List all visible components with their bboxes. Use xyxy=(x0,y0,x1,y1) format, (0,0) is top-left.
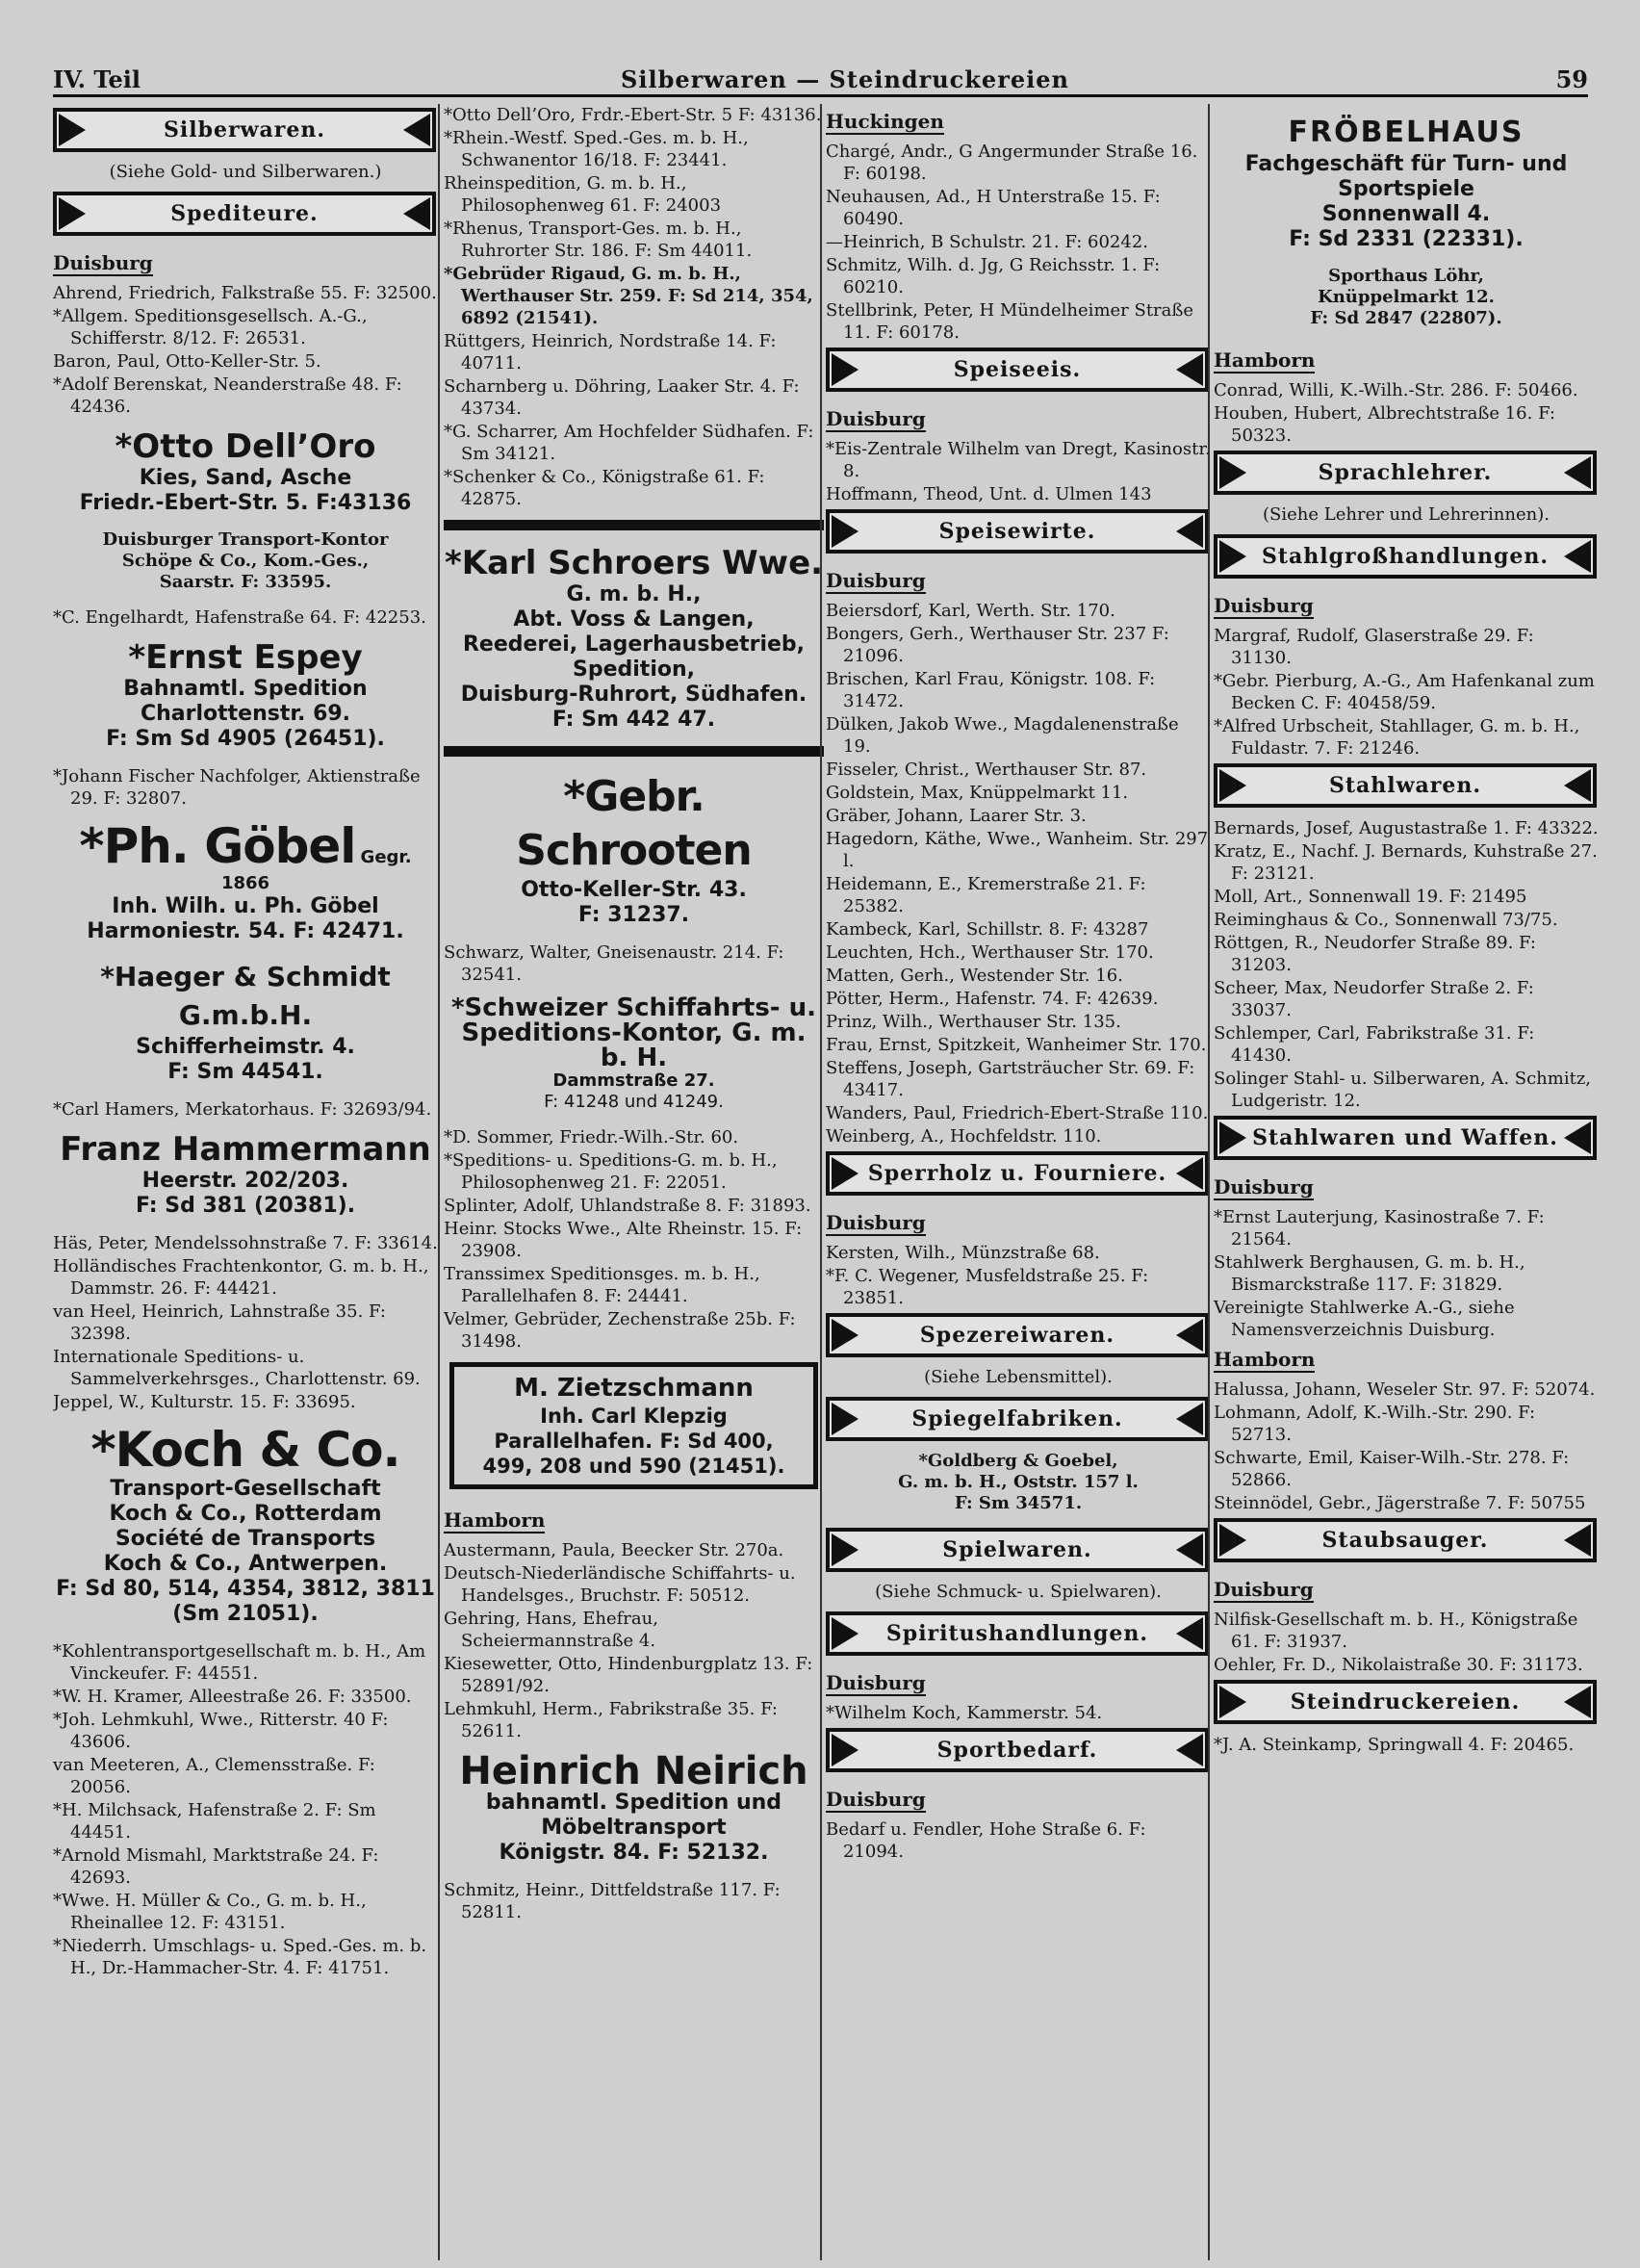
list-item: Scheer, Max, Neudorfer Straße 2. F: 33037. xyxy=(1214,978,1534,1020)
bowtie-ornament-icon xyxy=(832,1157,858,1190)
advertisement: Duisburger Transport-Kontor Schöpe & Co., Kom.-Ges., Saarstr. F: 33595. xyxy=(102,529,389,592)
list-item: Fisseler, Christ., Werthauser Str. 87. xyxy=(826,760,1147,780)
list-item: Splinter, Adolf, Uhlandstraße 8. F: 31893. xyxy=(444,1196,811,1216)
list-item: Bernards, Josef, Augustastraße 1. F: 43322. xyxy=(1214,818,1599,838)
list-item: Neuhausen, Ad., H Unterstraße 15. F: 60490. xyxy=(826,187,1161,229)
section-banner-stahlwaren-waffen: Stahlwaren und Waffen. xyxy=(1214,1116,1597,1160)
list-item: Baron, Paul, Otto-Keller-Str. 5. xyxy=(53,351,321,372)
column-2 xyxy=(438,104,824,2260)
list-item: Rheinspedition, G. m. b. H., Philosophenweg 61. F: 24003 xyxy=(444,173,722,216)
city-heading: Duisburg xyxy=(826,407,926,430)
list-item: Kersten, Wilh., Münzstraße 68. xyxy=(826,1243,1100,1263)
list-item: Leuchten, Hch., Werthauser Str. 170. xyxy=(826,942,1154,963)
list-item: Conrad, Willi, K.-Wilh.-Str. 286. F: 50466. xyxy=(1214,380,1578,400)
list-item: Heinr. Stocks Wwe., Alte Rheinstr. 15. F: 23908. xyxy=(444,1219,803,1261)
list-item: *H. Milchsack, Hafenstraße 2. F: Sm 44451. xyxy=(53,1800,376,1843)
list-item: Steffens, Joseph, Gartsträucher Str. 69. F: 43417. xyxy=(826,1058,1195,1100)
city-heading: Duisburg xyxy=(1214,1578,1314,1601)
list-item: *Arnold Mismahl, Marktstraße 24. F: 42693. xyxy=(53,1845,379,1888)
section-banner-speiseeis: Speiseeis. xyxy=(826,348,1209,392)
section-banner-staubsauger: Staubsauger. xyxy=(1214,1518,1597,1562)
section-banner-spediteure: Spediteure. xyxy=(53,192,436,236)
list-item: *Rhein.-Westf. Sped.-Ges. m. b. H., Schwanentor 16/18. F: 23441. xyxy=(444,128,749,170)
list-item: *Johann Fischer Nachfolger, Aktienstraße 29. F: 32807. xyxy=(53,766,421,809)
cross-reference: (Siehe Schmuck- u. Spielwaren). xyxy=(875,1582,1162,1602)
section-banner-spiritus: Spiritushandlungen. xyxy=(826,1611,1209,1656)
bowtie-ornament-icon xyxy=(1564,769,1591,802)
list-item: *D. Sommer, Friedr.-Wilh.-Str. 60. xyxy=(444,1127,739,1147)
bowtie-ornament-icon xyxy=(59,114,86,146)
city-heading: Duisburg xyxy=(826,1211,926,1234)
list-item: Margraf, Rudolf, Glaserstraße 29. F: 31130. xyxy=(1214,626,1534,668)
bowtie-ornament-icon xyxy=(1176,515,1203,548)
list-item: Röttgen, R., Neudorfer Straße 89. F: 31203. xyxy=(1214,933,1536,975)
bowtie-ornament-icon xyxy=(1564,540,1591,573)
list-item: Beiersdorf, Karl, Werth. Str. 170. xyxy=(826,601,1115,621)
list-item: Kratz, E., Nachf. J. Bernards, Kuhstraße 27. F: 23121. xyxy=(1214,841,1598,884)
city-heading: Duisburg xyxy=(826,1671,926,1694)
list-item: van Heel, Heinrich, Lahnstraße 35. F: 32398. xyxy=(53,1302,386,1344)
list-item: Weinberg, A., Hochfeldstr. 110. xyxy=(826,1126,1102,1147)
list-item: Hoffmann, Theod, Unt. d. Ulmen 143 xyxy=(826,484,1152,504)
advertisement: *Goldberg & Goebel, G. m. b. H., Oststr. 157 l. F: Sm 34571. xyxy=(898,1451,1139,1513)
bowtie-ornament-icon xyxy=(1176,353,1203,386)
list-item: Gräber, Johann, Laarer Str. 3. xyxy=(826,806,1087,826)
bowtie-ornament-icon xyxy=(832,1617,858,1650)
list-item: *Gebrüder Rigaud, G. m. b. H., Werthauser Str. 259. F: Sd 214, 354, 6892 (21541). xyxy=(444,264,813,328)
list-item: Internationale Speditions- u. Sammelverkehrsges., Charlottenstr. 69. xyxy=(53,1347,421,1389)
list-item: Schwarz, Walter, Gneisenaustr. 214. F: 32541. xyxy=(444,942,784,985)
list-item: Kiesewetter, Otto, Hindenburgplatz 13. F: 52891/92. xyxy=(444,1654,813,1696)
list-item: —Heinrich, B Schulstr. 21. F: 60242. xyxy=(826,232,1148,252)
advertisement: Heinrich Neirich bahnamtl. Spedition und Möbeltransport Königstr. 84. F: 52132. xyxy=(459,1749,808,1865)
list-item: *Alfred Urbscheit, Stahllager, G. m. b. H., Fuldastr. 7. F: 21246. xyxy=(1214,716,1580,759)
list-item: Jeppel, W., Kulturstr. 15. F: 33695. xyxy=(53,1392,356,1412)
section-banner-speisewirte: Speisewirte. xyxy=(826,509,1209,554)
page-number: 59 xyxy=(1555,65,1588,93)
list-item: Scharnberg u. Döhring, Laaker Str. 4. F: 43734. xyxy=(444,376,800,419)
divider xyxy=(444,746,824,757)
bowtie-ornament-icon xyxy=(832,1319,858,1352)
list-item: Wanders, Paul, Friedrich-Ebert-Straße 110. xyxy=(826,1103,1209,1123)
list-item: *Niederrh. Umschlags- u. Sped.-Ges. m. b. H., Dr.-Hammacher-Str. 4. F: 41751. xyxy=(53,1936,427,1978)
advertisement: *Ernst Espey Bahnamtl. Spedition Charlottenstr. 69. F: Sm Sd 4905 (26451). xyxy=(106,638,385,751)
list-item: Solinger Stahl- u. Silberwaren, A. Schmitz, Ludgeristr. 12. xyxy=(1214,1069,1592,1111)
list-item: Dülken, Jakob Wwe., Magdalenenstraße 19. xyxy=(826,714,1179,757)
page-header xyxy=(53,65,1588,97)
city-heading: Hamborn xyxy=(1214,1348,1316,1371)
list-item: *Eis-Zentrale Wilhelm van Dregt, Kasinostr. 8. xyxy=(826,439,1211,481)
city-heading: Hamborn xyxy=(1214,348,1316,372)
list-item: Reiminghaus & Co., Sonnenwall 73/75. xyxy=(1214,910,1558,930)
bowtie-ornament-icon xyxy=(1219,456,1246,489)
list-item: *G. Scharrer, Am Hochfelder Südhafen. F: Sm 34121. xyxy=(444,422,814,464)
list-item: *F. C. Wegener, Musfeldstraße 25. F: 23851. xyxy=(826,1266,1149,1308)
list-item: *Rhenus, Transport-Ges. m. b. H., Ruhrorter Str. 186. F: Sm 44011. xyxy=(444,219,753,261)
list-item: *W. H. Kramer, Alleestraße 26. F: 33500. xyxy=(53,1687,412,1707)
list-item: Schmitz, Wilh. d. Jg, G Reichsstr. 1. F: 60210. xyxy=(826,255,1161,297)
section-banner-sportbedarf: Sportbedarf. xyxy=(826,1728,1209,1772)
column-3 xyxy=(820,104,1211,2260)
cross-reference: (Siehe Lehrer und Lehrerinnen). xyxy=(1263,504,1550,525)
list-item: Bedarf u. Fendler, Hohe Straße 6. F: 21094. xyxy=(826,1819,1146,1862)
divider xyxy=(444,520,824,530)
cross-reference: (Siehe Lebensmittel). xyxy=(924,1367,1113,1387)
bowtie-ornament-icon xyxy=(1176,1533,1203,1566)
section-banner-stahlwaren: Stahlwaren. xyxy=(1214,763,1597,808)
bowtie-ornament-icon xyxy=(1219,1121,1246,1154)
list-item: *Wwe. H. Müller & Co., G. m. b. H., Rheinallee 12. F: 43151. xyxy=(53,1891,367,1933)
list-item: Austermann, Paula, Beecker Str. 270a. xyxy=(444,1540,784,1560)
list-item: Brischen, Karl Frau, Königstr. 108. F: 31472. xyxy=(826,669,1156,711)
bowtie-ornament-icon xyxy=(403,114,430,146)
list-item: Häs, Peter, Mendelssohnstraße 7. F: 33614. xyxy=(53,1233,438,1253)
list-item: *Gebr. Pierburg, A.-G., Am Hafenkanal zum Becken C. F: 40458/59. xyxy=(1214,671,1595,713)
bowtie-ornament-icon xyxy=(832,1734,858,1766)
city-heading: Duisburg xyxy=(826,1788,926,1811)
advertisement: *Gebr. Schrooten Otto-Keller-Str. 43. F: 31237. xyxy=(516,772,752,927)
list-item: Holländisches Frachtenkontor, G. m. b. H., Dammstr. 26. F: 44421. xyxy=(53,1256,429,1299)
list-item: Bongers, Gerh., Werthauser Str. 237 F: 21096. xyxy=(826,624,1169,666)
list-item: Hagedorn, Käthe, Wwe., Wanheim. Str. 297 l. xyxy=(826,829,1209,871)
bowtie-ornament-icon xyxy=(1564,1121,1591,1154)
list-item: *Otto Dell’Oro, Frdr.-Ebert-Str. 5 F: 43136. xyxy=(444,105,822,125)
list-item: Ahrend, Friedrich, Falkstraße 55. F: 32500. xyxy=(53,283,437,303)
list-item: Steinnödel, Gebr., Jägerstraße 7. F: 50755 xyxy=(1214,1493,1586,1513)
section-banner-spezereiwaren: Spezereiwaren. xyxy=(826,1313,1209,1357)
list-item: Stellbrink, Peter, H Mündelheimer Straße 11. F: 60178. xyxy=(826,300,1194,343)
part-label: IV. Teil xyxy=(53,65,141,93)
city-heading: Hamborn xyxy=(444,1508,546,1532)
list-item: *Adolf Berenskat, Neanderstraße 48. F: 42436. xyxy=(53,374,402,417)
city-heading: Duisburg xyxy=(1214,594,1314,617)
bowtie-ornament-icon xyxy=(1564,456,1591,489)
city-heading: Huckingen xyxy=(826,110,944,133)
cross-reference: (Siehe Gold- und Silberwaren.) xyxy=(109,162,382,182)
advertisement: Franz Hammermann Heerstr. 202/203. F: Sd 381 (20381). xyxy=(60,1130,431,1218)
section-banner-spiegelfabriken: Spiegelfabriken. xyxy=(826,1397,1209,1441)
list-item: *Wilhelm Koch, Kammerstr. 54. xyxy=(826,1703,1103,1723)
framed-advertisement: M. Zietzschmann Inh. Carl Klepzig Parallelhafen. F: Sd 400, 499, 208 und 590 (21451). xyxy=(449,1362,818,1489)
bowtie-ornament-icon xyxy=(832,1403,858,1435)
city-heading: Duisburg xyxy=(53,251,153,274)
list-item: *Carl Hamers, Merkatorhaus. F: 32693/94. xyxy=(53,1099,432,1120)
bowtie-ornament-icon xyxy=(832,1533,858,1566)
list-item: Heidemann, E., Kremerstraße 21. F: 25382. xyxy=(826,874,1146,916)
list-item: Lehmkuhl, Herm., Fabrikstraße 35. F: 52611. xyxy=(444,1699,779,1741)
bowtie-ornament-icon xyxy=(1219,1524,1246,1557)
advertisement: *Otto Dell’Oro Kies, Sand, Asche Friedr.-Ebert-Str. 5. F:43136 xyxy=(79,427,412,515)
list-item: *Kohlentransportgesellschaft m. b. H., Am Vinckeufer. F: 44551. xyxy=(53,1641,426,1684)
list-item: Pötter, Herm., Hafenstr. 74. F: 42639. xyxy=(826,989,1159,1009)
section-banner-sperrholz: Sperrholz u. Fourniere. xyxy=(826,1151,1209,1196)
column-4 xyxy=(1208,104,1599,2260)
list-item: Houben, Hubert, Albrechtstraße 16. F: 50323. xyxy=(1214,403,1555,446)
list-item: Chargé, Andr., G Angermunder Straße 16. F: 60198. xyxy=(826,142,1198,184)
list-item: Nilfisk-Gesellschaft m. b. H., Königstraße 61. F: 31937. xyxy=(1214,1610,1578,1652)
bowtie-ornament-icon xyxy=(832,515,858,548)
bowtie-ornament-icon xyxy=(1219,769,1246,802)
bowtie-ornament-icon xyxy=(1219,540,1246,573)
section-banner-silberwaren: Silberwaren. xyxy=(53,108,436,152)
list-item: Matten, Gerh., Westender Str. 16. xyxy=(826,966,1123,986)
column-1 xyxy=(53,104,438,2260)
list-item: *Allgem. Speditionsgesellsch. A.-G., Schifferstr. 8/12. F: 26531. xyxy=(53,306,368,348)
section-banner-steindruckereien: Steindruckereien. xyxy=(1214,1680,1597,1724)
bowtie-ornament-icon xyxy=(1564,1686,1591,1718)
bowtie-ornament-icon xyxy=(1176,1157,1203,1190)
list-item: Schwarte, Emil, Kaiser-Wilh.-Str. 278. F: 52866. xyxy=(1214,1448,1570,1490)
bowtie-ornament-icon xyxy=(832,353,858,386)
list-item: Schmitz, Heinr., Dittfeldstraße 117. F: 52811. xyxy=(444,1880,781,1922)
advertisement: *Koch & Co. Transport-Gesellschaft Koch & Co., Rotterdam Société de Transports Koch & Co., Antwerpen. F: Sd 80, 514, 4354, 3812, 3811 (Sm 21051). xyxy=(56,1422,435,1626)
list-item: Deutsch-Niederländische Schiffahrts- u. Handelsges., Bruchstr. F: 50512. xyxy=(444,1563,796,1606)
list-item: Vereinigte Stahlwerke A.-G., siehe Namensverzeichnis Duisburg. xyxy=(1214,1298,1515,1340)
list-item: Prinz, Wilh., Werthauser Str. 135. xyxy=(826,1012,1121,1032)
list-item: Oehler, Fr. D., Nikolaistraße 30. F: 31173. xyxy=(1214,1655,1583,1675)
list-item: Velmer, Gebrüder, Zechenstraße 25b. F: 31498. xyxy=(444,1309,796,1352)
advertisement: FRÖBELHAUS Fachgeschäft für Turn- und Sportspiele Sonnenwall 4. F: Sd 2331 (22331). xyxy=(1244,116,1568,251)
city-heading: Duisburg xyxy=(1214,1175,1314,1198)
list-item: Halussa, Johann, Weseler Str. 97. F: 52074. xyxy=(1214,1379,1596,1400)
advertisement: *Schweizer Schiffahrts- u. Speditions-Kontor, G. m. b. H. Dammstraße 27. F: 41248 und 41249. xyxy=(450,993,817,1112)
list-item: Schlemper, Carl, Fabrikstraße 31. F: 41430. xyxy=(1214,1023,1535,1066)
list-item: Frau, Ernst, Spitzkeit, Wanheimer Str. 170. xyxy=(826,1035,1207,1055)
bowtie-ornament-icon xyxy=(1564,1524,1591,1557)
list-item: *Schenker & Co., Königstraße 61. F: 42875. xyxy=(444,467,765,509)
bowtie-ornament-icon xyxy=(1176,1617,1203,1650)
list-item: Gehring, Hans, Ehefrau, Scheiermannstraße 4. xyxy=(444,1609,658,1651)
section-banner-stahlgrosshandlungen: Stahlgroßhandlungen. xyxy=(1214,534,1597,579)
bowtie-ornament-icon xyxy=(1176,1734,1203,1766)
list-item: Transsimex Speditionsges. m. b. H., Parallelhafen 8. F: 24441. xyxy=(444,1264,760,1306)
running-title: Silberwaren — Steindruckereien xyxy=(621,65,1069,93)
list-item: *Speditions- u. Speditions-G. m. b. H., Philosophenweg 21. F: 22051. xyxy=(444,1150,778,1193)
bowtie-ornament-icon xyxy=(1176,1403,1203,1435)
list-item: *C. Engelhardt, Hafenstraße 64. F: 42253. xyxy=(53,607,426,628)
list-item: Lohmann, Adolf, K.-Wilh.-Str. 290. F: 52713. xyxy=(1214,1403,1536,1445)
bowtie-ornament-icon xyxy=(1176,1319,1203,1352)
section-banner-sprachlehrer: Sprachlehrer. xyxy=(1214,451,1597,495)
bowtie-ornament-icon xyxy=(403,197,430,230)
city-heading: Duisburg xyxy=(826,569,926,592)
section-banner-spielwaren: Spielwaren. xyxy=(826,1528,1209,1572)
bowtie-ornament-icon xyxy=(1219,1686,1246,1718)
list-item: Moll, Art., Sonnenwall 19. F: 21495 xyxy=(1214,887,1527,907)
advertisement: *Ph. Göbel Gegr. 1866 Inh. Wilh. u. Ph. Göbel Harmoniestr. 54. F: 42471. xyxy=(79,818,412,943)
bowtie-ornament-icon xyxy=(59,197,86,230)
list-item: van Meeteren, A., Clemensstraße. F: 20056. xyxy=(53,1755,375,1797)
list-item: Kambeck, Karl, Schillstr. 8. F: 43287 xyxy=(826,919,1149,940)
advertisement: *Haeger & Schmidt G.m.b.H. Schifferheimstr. 4. F: Sm 44541. xyxy=(100,961,391,1084)
advertisement: *Karl Schroers Wwe. G. m. b. H., Abt. Voss & Langen, Reederei, Lagerhausbetrieb, Spedition, Duisburg-Ruhrort, Südhafen. F: Sm 442 47. xyxy=(444,544,824,732)
list-item: *Joh. Lehmkuhl, Wwe., Ritterstr. 40 F: 43606. xyxy=(53,1710,389,1752)
list-item: *Ernst Lauterjung, Kasinostraße 7. F: 21564. xyxy=(1214,1207,1545,1250)
list-item: Goldstein, Max, Knüppelmarkt 11. xyxy=(826,783,1129,803)
list-item: *J. A. Steinkamp, Springwall 4. F: 20465. xyxy=(1214,1735,1575,1755)
list-item: Stahlwerk Berghausen, G. m. b. H., Bismarckstraße 117. F: 31829. xyxy=(1214,1252,1525,1295)
list-item: Rüttgers, Heinrich, Nordstraße 14. F: 40711. xyxy=(444,331,777,374)
advertisement: Sporthaus Löhr, Knüppelmarkt 12. F: Sd 2847 (22807). xyxy=(1310,266,1502,328)
